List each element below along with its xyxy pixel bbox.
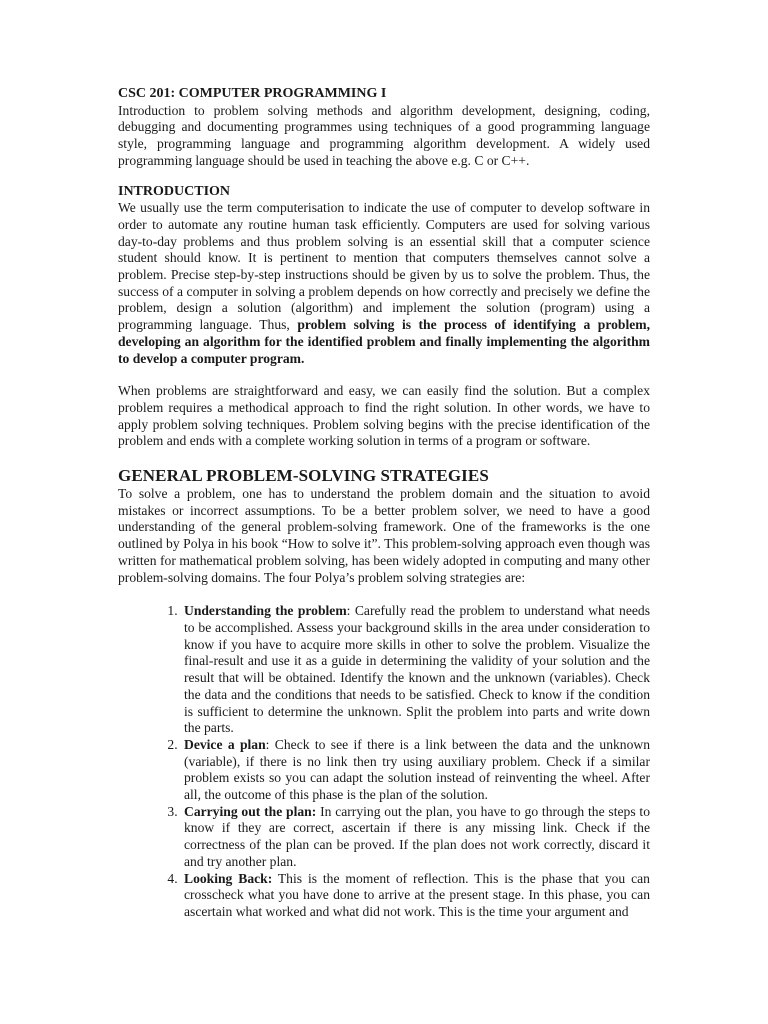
course-title: CSC 201: COMPUTER PROGRAMMING I bbox=[118, 86, 387, 101]
list-item bbox=[181, 804, 650, 871]
list-item-title: Looking Back: bbox=[184, 870, 273, 886]
list-item bbox=[181, 603, 650, 737]
list-item-text: In carrying out the plan, you have to go through the steps to know if they are correct, ascertain if there is any missing link. Check if the correctness of the plan can be proved. If the plan does not work correctly, discard it and try another plan. bbox=[184, 803, 650, 869]
course-description: Introduction to problem solving methods and algorithm development, designing, coding, debugging and documenting programmes using techniques of a good programming language style, programming language and programming algorithm development. A widely used programming language should be used in teaching the above e.g. C or C++. bbox=[118, 102, 650, 168]
list-item-title: Carrying out the plan: bbox=[184, 803, 317, 819]
problem-solving-definition: problem solving is the process of identifying a problem, developing an algorithm for the identified problem and finally implementing the algorithm to develop a computer program. bbox=[118, 317, 650, 366]
introduction-heading: INTRODUCTION bbox=[118, 183, 231, 199]
introduction-paragraph-2: When problems are straightforward and easy, we can easily find the solution. But a complex problem requires a methodical approach to find the right solution. In other words, we have to apply problem solving techniques. Problem solving begins with the precise identification of the problem and ends with a complete working solution in terms of a program or software. bbox=[118, 383, 650, 449]
list-item-text: : Check to see if there is a link between the data and the unknown (variable), if there is no link then try using auxiliary problem. Check if a similar problem exists so you can adapt the solution instead of reinventing the wheel. After all, the outcome of this phase is the plan of the solution. bbox=[184, 736, 650, 803]
polya-strategies-list bbox=[118, 603, 650, 920]
list-item-title: Understanding the problem bbox=[184, 603, 347, 619]
paragraph-gap bbox=[118, 367, 650, 383]
strategies-intro: To solve a problem, one has to understand the problem domain and the situation to avoid mistakes or incorrect assumptions. To be a better problem solver, we need to have a good understanding of the general problem-solving framework. One of the frameworks is the one outlined by Polya in his book “How to solve it”. This problem-solving approach even though was written for mathematical problem solving, has been widely adopted in computing and many other problem-solving domains. The four Polya’s problem solving strategies are: bbox=[118, 486, 650, 585]
list-item-text: This is the moment of reflection. This is the phase that you can crosscheck what you have done to arrive at the present stage. In this phase, you can ascertain what worked and what did not work. This is the time your argument and bbox=[184, 870, 650, 919]
list-item bbox=[181, 737, 650, 804]
introduction-paragraph-1-text: We usually use the term computerisation to indicate the use of computer to develop software in order to automate any routine human task efficiently. Computers are used for solving various day-to-day problems and thus problem solving is an essential skill that a computer science student should know. It is pertinent to mention that computers themselves cannot solve a problem. Precise step-by-step instructions should be given by us to solve the problem. Thus, the success of a computer in solving a problem depends on how correctly and precisely we define the problem, design a solution (algorithm) and implement the solution (program) using a programming language. Thus, bbox=[118, 200, 650, 333]
document-page bbox=[118, 86, 650, 921]
list-item-text: : Carefully read the problem to understand what needs to be accomplished. Assess your background skills in the area under consideration to know if you have to acquire more skills in other to solve the problem. Visualize the final-result and use it as a guide in determining the validity of your solution and the result that will be obtained. Identify the known and the unknown (variables). Check the data and the conditions that needs to be satisfied. Check to know if the condition is sufficient to determine the unknown. Split the problem into parts and write down the parts. bbox=[184, 603, 650, 736]
introduction-paragraph-1 bbox=[118, 200, 650, 367]
list-item-title: Device a plan bbox=[184, 736, 266, 752]
list-item bbox=[181, 871, 650, 921]
strategies-heading: GENERAL PROBLEM-SOLVING STRATEGIES bbox=[118, 466, 489, 486]
